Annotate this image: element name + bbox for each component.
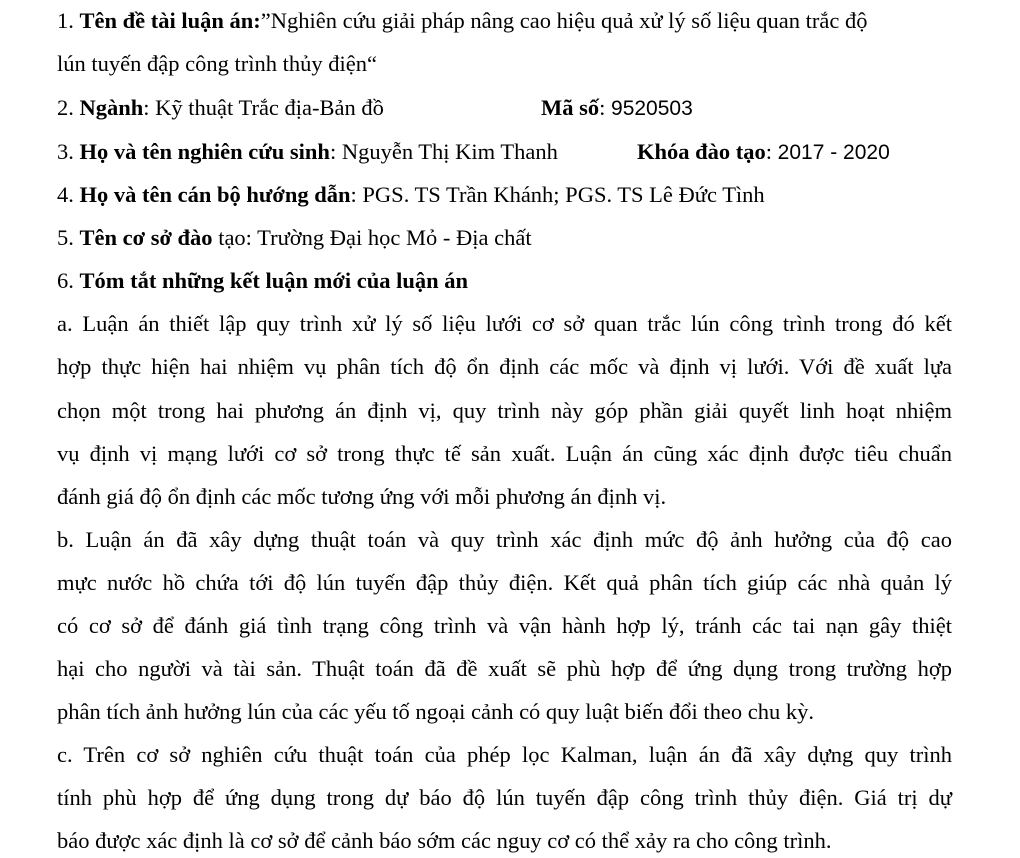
code-value: 9520503 (611, 97, 693, 120)
conclusion-b-line: mực nước hồ chứa tới độ lún tuyến đập thủy điện. Kết quả phân tích giúp các nhà quản lý (57, 570, 952, 595)
item-number: 4. (57, 182, 74, 207)
institution-line (57, 224, 532, 252)
item-number: 6. (57, 268, 74, 293)
supervisor-label: Họ và tên cán bộ hướng dẫn (79, 182, 351, 207)
conclusion-a-line: a. Luận án thiết lập quy trình xử lý số liệu lưới cơ sở quan trắc lún công trình trong đó kết (57, 311, 952, 336)
conclusions-heading-label: Tóm tắt những kết luận mới của luận án (79, 268, 469, 293)
thesis-title-value-2: lún tuyến đập công trình thủy điện“ (57, 51, 377, 76)
thesis-title-value-1: ”Nghiên cứu giải pháp nâng cao hiệu quả xử lý số liệu quan trắc độ (260, 8, 868, 33)
conclusion-a-line: hợp thực hiện hai nhiệm vụ phân tích độ ổn định các mốc và định vị lưới. Với đề xuất lựa (57, 354, 952, 379)
supervisor-value: PGS. TS Trần Khánh; PGS. TS Lê Đức Tình (362, 182, 765, 207)
conclusion-c-line: báo được xác định là cơ sở để cảnh báo sớm các nguy cơ có thể xảy ra cho công trình. (57, 828, 832, 853)
student-line (57, 138, 558, 166)
major-sep: : (143, 95, 150, 120)
code-label: Mã số (541, 95, 600, 120)
conclusion-c-line: c. Trên cơ sở nghiên cứu thuật toán của phép lọc Kalman, luận án đã xây dựng quy trình (57, 742, 952, 767)
conclusion-c-line: tính phù hợp để ứng dụng trong dự báo độ lún tuyến đập công trình thủy điện. Giá trị dự (57, 785, 952, 810)
student-value: Nguyễn Thị Kim Thanh (341, 139, 558, 164)
course-sep: : (765, 139, 773, 164)
student-sep: : (329, 139, 337, 164)
item-number: 1. (57, 8, 74, 33)
conclusion-b-line: hại cho người và tài sản. Thuật toán đã đề xuất sẽ phù hợp để ứng dụng trong trường hợp (57, 656, 952, 681)
item-number: 3. (57, 139, 74, 164)
student-label: Họ và tên nghiên cứu sinh (79, 139, 330, 164)
conclusions-heading (57, 267, 468, 295)
code-sep: : (599, 95, 606, 120)
conclusion-b-line: b. Luận án đã xây dựng thuật toán và quy trình xác định mức độ ảnh hưởng của độ cao (57, 527, 952, 552)
thesis-title-line-1 (57, 7, 868, 35)
conclusion-b-line: có cơ sở để đánh giá tình trạng công trình và vận hành hợp lý, tránh các tai nạn gây thiệt (57, 613, 952, 638)
major-line (57, 94, 384, 122)
thesis-title-line-2 (57, 50, 377, 78)
major-value: Kỹ thuật Trắc địa-Bản đồ (155, 95, 384, 120)
course-label: Khóa đào tạo (637, 139, 766, 164)
conclusion-a-line: chọn một trong hai phương án định vị, quy trình này góp phần giải quyết linh hoạt nhiệm (57, 398, 952, 423)
institution-value: tạo: Trường Đại học Mỏ - Địa chất (218, 225, 532, 250)
course-value: 2017 - 2020 (777, 141, 890, 164)
course-field (637, 138, 890, 167)
conclusion-a-line: đánh giá độ ổn định các mốc tương ứng với mỗi phương án định vị. (57, 484, 667, 509)
major-label: Ngành (79, 95, 144, 120)
item-number: 5. (57, 225, 74, 250)
conclusion-a-line: vụ định vị mạng lưới cơ sở trong thực tế sản xuất. Luận án cũng xác định được tiêu chuẩn (57, 441, 952, 466)
institution-label: Tên cơ sở đào (79, 225, 213, 250)
item-number: 2. (57, 95, 74, 120)
supervisor-sep: : (350, 182, 357, 207)
supervisor-line (57, 181, 765, 209)
conclusion-b-line: phân tích ảnh hưởng lún của các yếu tố ngoại cảnh có quy luật biến đổi theo chu kỳ. (57, 699, 815, 724)
thesis-title-label: Tên đề tài luận án (79, 8, 254, 33)
thesis-title-sep: : (253, 8, 261, 33)
code-field (541, 94, 693, 123)
